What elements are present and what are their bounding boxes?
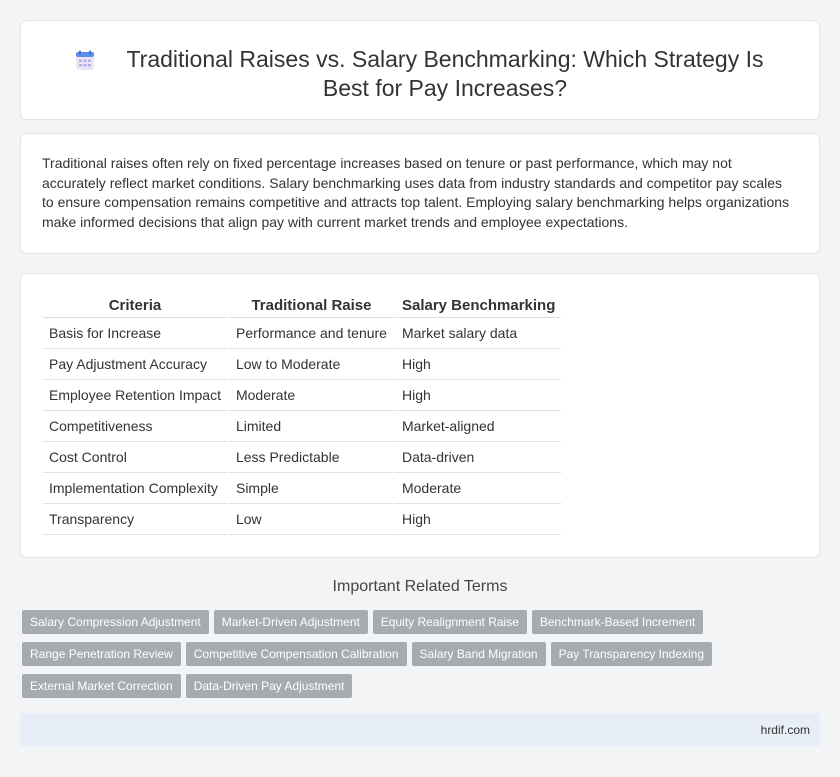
table-cell: Simple [227, 473, 393, 504]
table-cell: Performance and tenure [227, 318, 393, 349]
table-cell: Data-driven [393, 442, 561, 473]
table-cell: Low to Moderate [227, 349, 393, 380]
related-terms-title: Important Related Terms [332, 578, 508, 595]
table-row [43, 349, 561, 380]
table-header-row [43, 295, 561, 318]
related-term-tag[interactable]: Market-Driven Adjustment [214, 610, 368, 634]
table-cell: Market salary data [393, 318, 561, 349]
table-cell: Cost Control [43, 442, 227, 473]
comparison-table [43, 295, 561, 535]
page-title: Traditional Raises vs. Salary Benchmarking: Which Strategy Is Best for Pay Increases? [126, 46, 764, 101]
intro-card [20, 133, 820, 254]
table-cell: Moderate [227, 380, 393, 411]
footer-bar [20, 713, 820, 746]
table-row [43, 473, 561, 504]
table-cell: High [393, 349, 561, 380]
table-cell: High [393, 380, 561, 411]
table-cell: Employee Retention Impact [43, 380, 227, 411]
table-cell: Moderate [393, 473, 561, 504]
table-cell: Market-aligned [393, 411, 561, 442]
table-cell: Basis for Increase [43, 318, 227, 349]
table-cell: Implementation Complexity [43, 473, 227, 504]
table-cell: Less Predictable [227, 442, 393, 473]
related-term-tag[interactable]: Competitive Compensation Calibration [186, 642, 407, 666]
related-term-tag[interactable]: Range Penetration Review [22, 642, 181, 666]
intro-paragraph: Traditional raises often rely on fixed percentage increases based on tenure or past performance, which may not accurately reflect market conditions. Salary benchmarking uses data from industry standards and competitor pay scales to ensure compensation remains competitive and attracts top talent. Employing salary benchmarking helps organizations make informed decisions that align pay with current market trends and employee expectations. [42, 155, 790, 230]
table-cell: Pay Adjustment Accuracy [43, 349, 227, 380]
table-cell: High [393, 504, 561, 535]
related-term-tag[interactable]: Equity Realignment Raise [373, 610, 527, 634]
table-card [20, 273, 820, 558]
table-cell: Transparency [43, 504, 227, 535]
table-row [43, 318, 561, 349]
related-term-tag[interactable]: Salary Compression Adjustment [22, 610, 209, 634]
related-term-tag[interactable]: Pay Transparency Indexing [551, 642, 712, 666]
table-cell: Limited [227, 411, 393, 442]
calendar-icon [73, 49, 97, 73]
title-card [20, 20, 820, 120]
related-term-tag[interactable]: External Market Correction [22, 674, 181, 698]
related-term-tag[interactable]: Benchmark-Based Increment [532, 610, 703, 634]
related-terms-list [22, 610, 742, 706]
table-cell: Competitiveness [43, 411, 227, 442]
table-row [43, 442, 561, 473]
footer-site-link[interactable]: hrdif.com [760, 723, 810, 737]
column-header-salary-benchmarking: Salary Benchmarking [393, 295, 561, 318]
table-cell: Low [227, 504, 393, 535]
table-row [43, 380, 561, 411]
table-row [43, 411, 561, 442]
column-header-traditional-raise: Traditional Raise [227, 295, 393, 318]
column-header-criteria: Criteria [43, 295, 227, 318]
related-term-tag[interactable]: Data-Driven Pay Adjustment [186, 674, 353, 698]
related-term-tag[interactable]: Salary Band Migration [412, 642, 546, 666]
table-row [43, 504, 561, 535]
